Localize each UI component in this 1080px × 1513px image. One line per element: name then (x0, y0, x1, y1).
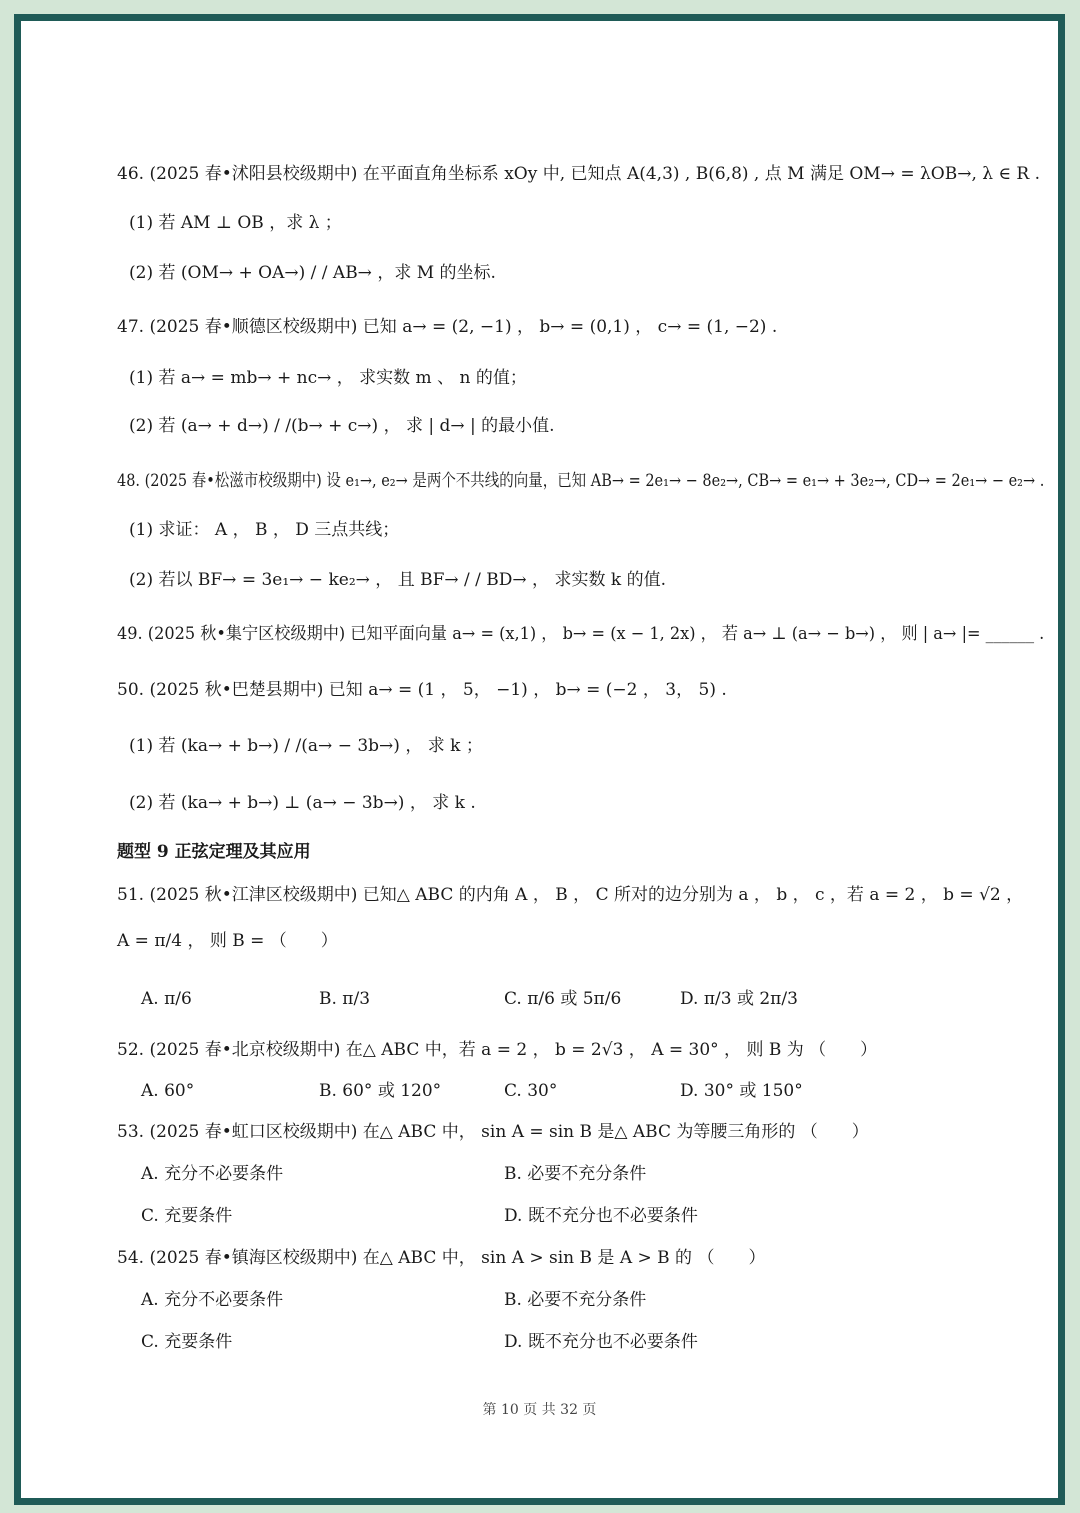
question-47-part-2: (2) 若 (a→ + d→) / /(b→ + c→) ， 求 | d→ | 的最小值. (129, 416, 555, 436)
question-48-part-2: (2) 若以 BF→ = 3e₁→ − ke₂→ ， 且 BF→ / / BD→ ， 求实数 k 的值. (129, 570, 666, 590)
question-51-stem-continued: A = π/4 ， 则 B = （ ） (117, 931, 338, 951)
question-46-stem: 46. (2025 春•沭阳县校级期中) 在平面直角坐标系 xOy 中, 已知点 A(4,3) , B(6,8) , 点 M 满足 OM→ = λOB→, λ ∈ R . (117, 164, 1041, 184)
question-52-stem: 52. (2025 春•北京校级期中) 在△ ABC 中，若 a = 2 ， b = 2√3 ， A = 30° ， 则 B 为 （ ） (117, 1040, 878, 1060)
question-50-stem: 50. (2025 秋•巴楚县期中) 已知 a→ = (1 ， 5， −1) ， b→ = (−2 ， 3， 5) . (117, 680, 727, 700)
question-49-stem: 49. (2025 秋•集宁区校级期中) 已知平面向量 a→ = (x,1) ， b→ = (x − 1, 2x) ， 若 a→ ⊥ (a→ − b→) ， 则 | a→ |= ______ . (117, 624, 1045, 644)
question-51-option-c: C. π/6 或 5π/6 (504, 989, 622, 1009)
question-53-option-b: B. 必要不充分条件 (504, 1164, 647, 1184)
question-46-part-2: (2) 若 (OM→ + OA→) / / AB→ ，求 M 的坐标. (129, 263, 496, 283)
question-51-option-a: A. π/6 (141, 989, 192, 1009)
question-54-option-d: D. 既不充分也不必要条件 (504, 1332, 698, 1352)
question-50-part-1: (1) 若 (ka→ + b→) / /(a→ − 3b→) ， 求 k ； (129, 736, 483, 756)
question-54-option-b: B. 必要不充分条件 (504, 1290, 647, 1310)
question-53-option-c: C. 充要条件 (141, 1206, 233, 1226)
page-footer: 第 10 页 共 32 页 (482, 1402, 597, 1418)
question-54-stem: 54. (2025 春•镇海区校级期中) 在△ ABC 中， sin A > sin B 是 A > B 的 （ ） (117, 1248, 766, 1268)
question-51-stem: 51. (2025 秋•江津区校级期中) 已知△ ABC 的内角 A ， B ， C 所对的边分别为 a ， b ， c ，若 a = 2 ， b = √2 ， (117, 885, 1024, 905)
question-52-option-b: B. 60° 或 120° (319, 1081, 442, 1101)
question-48-stem: 48. (2025 春•松滋市校级期中) 设 e₁→, e₂→ 是两个不共线的向量，已知 AB→ = 2e₁→ − 8e₂→, CB→ = e₁→ + 3e₂→, CD→ = 2e₁→ − e₂→ . (117, 471, 1045, 491)
question-52-option-a: A. 60° (141, 1081, 195, 1101)
question-48-part-1: (1) 求证： A ， B ， D 三点共线； (129, 520, 400, 540)
question-51-option-b: B. π/3 (319, 989, 371, 1009)
question-53-option-d: D. 既不充分也不必要条件 (504, 1206, 698, 1226)
question-46-part-1: (1) 若 AM ⊥ OB ，求 λ ； (129, 213, 342, 233)
section-heading: 题型 9 正弦定理及其应用 (117, 842, 311, 862)
question-47-part-1: (1) 若 a→ = mb→ + nc→ ， 求实数 m 、 n 的值； (129, 368, 527, 388)
page-frame (14, 14, 1065, 1505)
question-52-option-c: C. 30° (504, 1081, 558, 1101)
question-54-option-c: C. 充要条件 (141, 1332, 233, 1352)
question-47-stem: 47. (2025 春•顺德区校级期中) 已知 a→ = (2, −1) ， b→ = (0,1) ， c→ = (1, −2) . (117, 317, 778, 337)
question-53-option-a: A. 充分不必要条件 (141, 1164, 284, 1184)
document-page (21, 21, 1058, 1498)
question-53-stem: 53. (2025 春•虹口区校级期中) 在△ ABC 中， sin A = sin B 是△ ABC 为等腰三角形的 （ ） (117, 1122, 869, 1142)
question-50-part-2: (2) 若 (ka→ + b→) ⊥ (a→ − 3b→) ， 求 k . (129, 793, 476, 813)
question-52-option-d: D. 30° 或 150° (680, 1081, 803, 1101)
question-51-option-d: D. π/3 或 2π/3 (680, 989, 798, 1009)
question-54-option-a: A. 充分不必要条件 (141, 1290, 284, 1310)
